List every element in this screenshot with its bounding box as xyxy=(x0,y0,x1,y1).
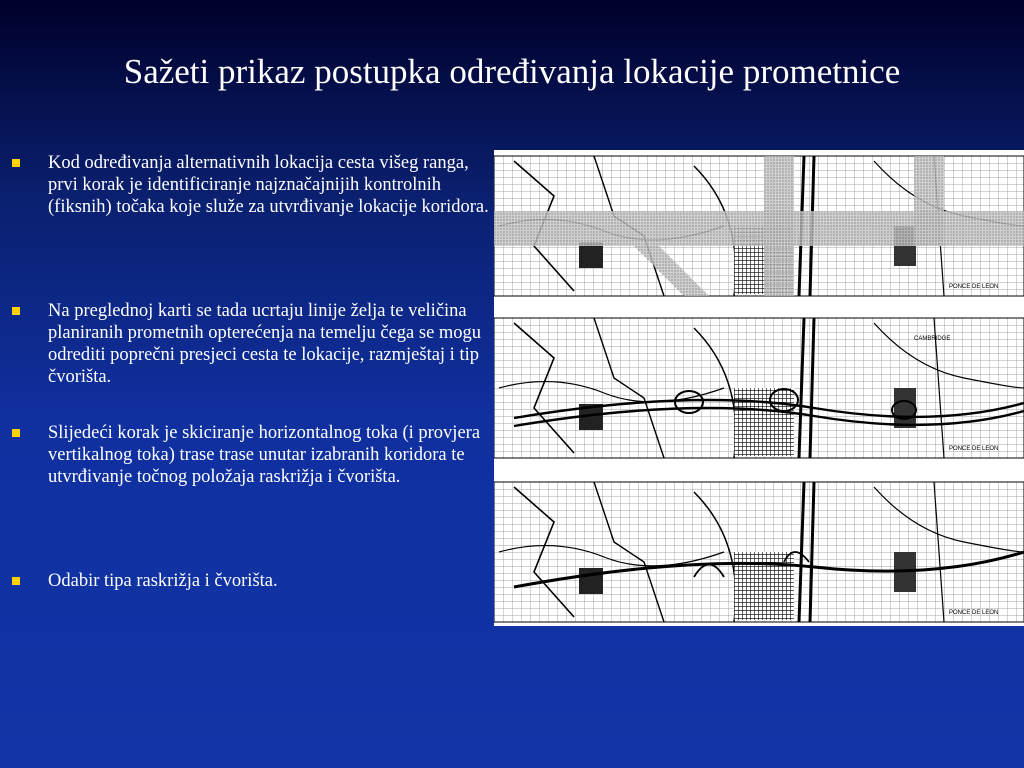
bullet-item xyxy=(12,300,490,388)
bullet-item xyxy=(12,570,490,592)
svg-text:CAMBRIDGE: CAMBRIDGE xyxy=(914,336,951,342)
corridor-maps-image xyxy=(494,150,1024,626)
svg-text:PONCE DE LEON: PONCE DE LEON xyxy=(949,446,999,452)
square-bullet-icon xyxy=(12,159,20,167)
bullet-item xyxy=(12,152,490,218)
bullet-text: Na preglednoj karti se tada ucrtaju linije želja te veličina planiranih prometnih opterećenja na temelju čega se mogu odrediti poprečni presjeci cesta te lokacije, razmještaj i tip čvorišta. xyxy=(48,301,482,387)
bullet-text: Kod određivanja alternativnih lokacija cesta višeg ranga, prvi korak je identificiranje najznačajnijih kontrolnih (fiksnih) točaka koje služe za utvrđivanje lokacije koridora. xyxy=(48,153,489,217)
square-bullet-icon xyxy=(12,307,20,315)
square-bullet-icon xyxy=(12,577,20,585)
bullet-text: Slijedeći korak je skiciranje horizontalnog toka (i provjera vertikalnog toka) trase trase unutar izabranih koridora te utvrđivanje točnog položaja raskrižja i čvorišta. xyxy=(48,423,481,487)
svg-text:PONCE DE LEON: PONCE DE LEON xyxy=(949,284,999,290)
square-bullet-icon xyxy=(12,429,20,437)
svg-text:PONCE DE LEON: PONCE DE LEON xyxy=(949,610,999,616)
slide-title: Sažeti prikaz postupka određivanja lokacije prometnice xyxy=(123,52,901,91)
bullet-item xyxy=(12,422,490,488)
bullet-text: Odabir tipa raskrižja i čvorišta. xyxy=(48,571,278,591)
